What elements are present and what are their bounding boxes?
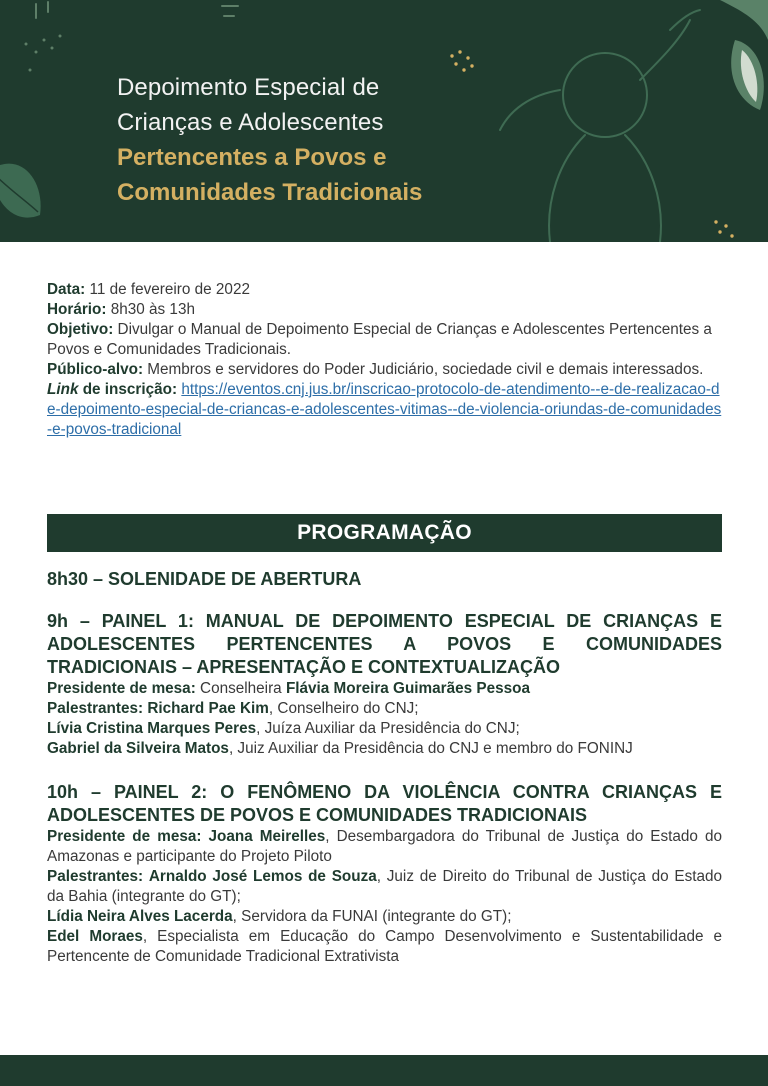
session-panel-1 [47, 610, 722, 759]
title-accent-line-2: Comunidades Tradicionais [117, 179, 423, 206]
panel-2-speakers-label: Palestrantes: [47, 868, 144, 885]
audience-label: Público-alvo: [47, 361, 144, 378]
time-line [47, 300, 723, 320]
date-value: 11 de fevereiro de 2022 [89, 281, 250, 298]
registration-label-rest: de inscrição: [82, 381, 178, 398]
panel-1-speaker-1-role: , Conselheiro do CNJ; [268, 700, 419, 717]
panel-1-chair [47, 679, 722, 699]
footer-bar [0, 1055, 768, 1086]
panel-1-speaker-2 [47, 719, 722, 739]
panel-2-speaker-1-name: Arnaldo José Lemos de Souza [148, 868, 377, 885]
objective-label: Objetivo: [47, 321, 114, 338]
objective-value: Divulgar o Manual de Depoimento Especial de Crianças e Adolescentes Pertencentes a Povos e Comunidades Tradicionais. [47, 321, 712, 358]
panel-2-chair [47, 827, 722, 867]
panel-2-chair-label: Presidente de mesa: [47, 828, 202, 845]
date-label: Data: [47, 281, 86, 298]
panel-1-speaker-3-role: , Juiz Auxiliar da Presidência do CNJ e membro do FONINJ [228, 740, 633, 757]
panel-1-chair-role: Conselheira [200, 680, 282, 697]
registration-label-italic: Link [47, 381, 79, 398]
header-banner [0, 0, 768, 242]
audience-value: Membros e servidores do Poder Judiciário, sociedade civil e demais interessados. [147, 361, 704, 378]
session-opening-title: 8h30 – SOLENIDADE DE ABERTURA [47, 569, 362, 589]
panel-1-speaker-2-name: Lívia Cristina Marques Peres [47, 720, 257, 737]
programacao-heading: PROGRAMAÇÃO [47, 514, 722, 552]
panel-1-speaker-3 [47, 739, 722, 759]
panel-2-chair-name: Joana Meirelles [208, 828, 326, 845]
panel-1-speakers-label: Palestrantes: [47, 700, 144, 717]
event-title [117, 70, 637, 210]
panel-1-title: 9h – PAINEL 1: MANUAL DE DEPOIMENTO ESPECIAL DE CRIANÇAS E ADOLESCENTES PERTENCENTES A POVOS E COMUNIDADES TRADICIONAIS – APRESENTAÇÃO E CONTEXTUALIZAÇÃO [47, 611, 722, 677]
panel-2-title: 10h – PAINEL 2: O FENÔMENO DA VIOLÊNCIA CONTRA CRIANÇAS E ADOLESCENTES DE POVOS E COMUNIDADES TRADICIONAIS [47, 782, 722, 825]
registration-link[interactable]: https://eventos.cnj.jus.br/inscricao-protocolo-de-atendimento--e-de-realizacao-de-depoimento-especial-de-criancas-e-adolescentes-vitimas--de-violencia-oriundas-de-comunidades-e-povos-tradicional [47, 381, 722, 438]
title-line-2: Crianças e Adolescentes [117, 109, 384, 136]
panel-2-speaker-1 [47, 867, 722, 907]
session-panel-2 [47, 781, 722, 967]
panel-2-chair-role: , Desembargadora do Tribunal de Justiça do Estado do Amazonas e participante do Projeto Piloto [47, 828, 723, 865]
program-schedule [47, 568, 722, 989]
title-line-1: Depoimento Especial de [117, 74, 380, 101]
panel-1-speaker-3-name: Gabriel da Silveira Matos [47, 740, 229, 757]
registration-label [47, 381, 177, 398]
panel-1-speaker-1 [47, 699, 722, 719]
panel-2-speaker-1-role: , Juiz de Direito do Tribunal de Justiça do Estado da Bahia (integrante do GT); [47, 868, 723, 905]
event-info [47, 280, 723, 440]
date-line [47, 280, 723, 300]
title-accent-line-1: Pertencentes a Povos e [117, 144, 387, 171]
panel-2-speaker-2 [47, 907, 722, 927]
panel-2-speaker-2-name: Lídia Neira Alves Lacerda [47, 908, 233, 925]
panel-1-chair-label: Presidente de mesa: [47, 680, 196, 697]
audience-line [47, 360, 723, 380]
panel-2-speaker-3-role: , Especialista em Educação do Campo Desenvolvimento e Sustentabilidade e Pertencente de Comunidade Tradicional Extrativista [47, 928, 722, 965]
time-label: Horário: [47, 301, 107, 318]
panel-1-speaker-2-role: , Juíza Auxiliar da Presidência do CNJ; [256, 720, 520, 737]
panel-1-speaker-1-name: Richard Pae Kim [147, 700, 269, 717]
panel-1-chair-name: Flávia Moreira Guimarães Pessoa [285, 680, 530, 697]
objective-line [47, 320, 723, 360]
panel-2-speaker-2-role: , Servidora da FUNAI (integrante do GT); [232, 908, 512, 925]
time-value: 8h30 às 13h [110, 301, 195, 318]
panel-2-speaker-3-name: Edel Moraes [47, 928, 143, 945]
panel-2-speaker-3 [47, 927, 722, 967]
registration-line [47, 380, 723, 440]
